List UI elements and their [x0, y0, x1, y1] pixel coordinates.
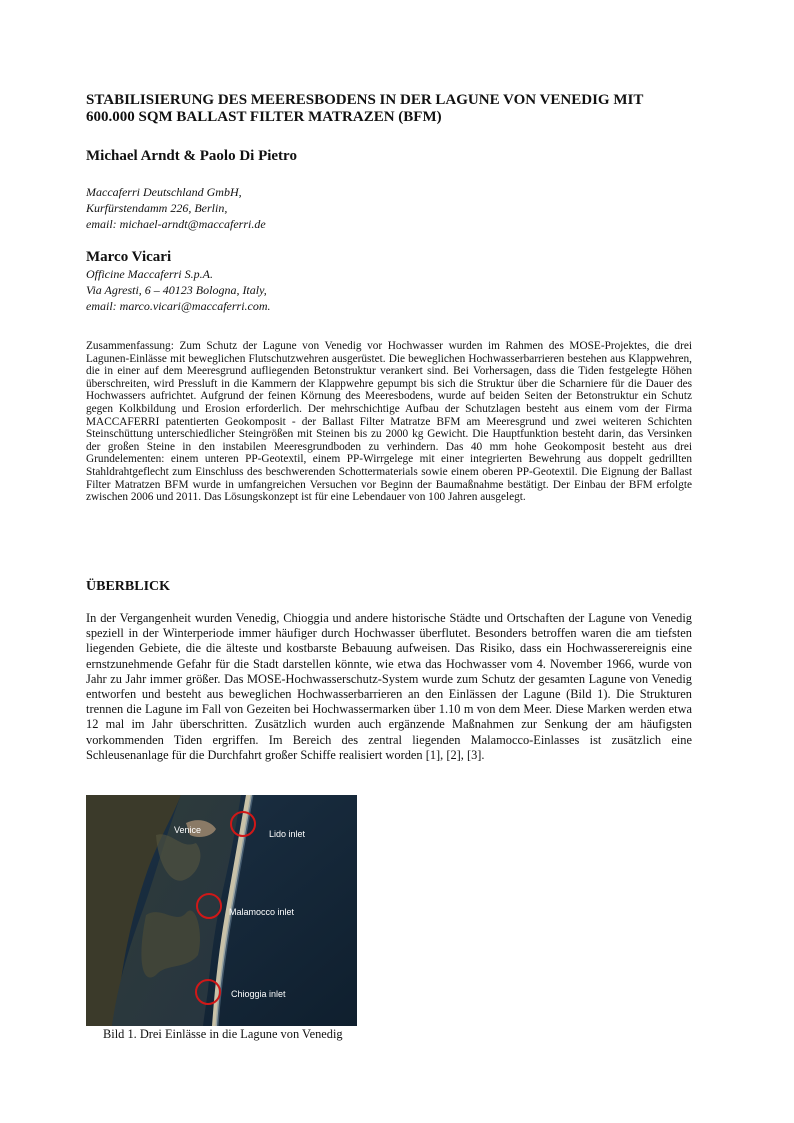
- affiliation-2-company: Officine Maccaferri S.p.A.: [86, 267, 213, 281]
- title-line-2: 600.000 SQM BALLAST FILTER MATRAZEN (BFM): [86, 109, 442, 125]
- section-heading: ÜBERBLICK: [86, 579, 171, 594]
- paper-title: [86, 92, 692, 126]
- map-label-malamocco: Malamocco inlet: [229, 907, 295, 917]
- affiliation-1-address: Kurfürstendamm 226, Berlin,: [86, 201, 228, 215]
- title-line-1: STABILISIERUNG DES MEERESBODENS IN DER LAGUNE VON VENEDIG MIT: [86, 92, 644, 108]
- body-paragraph: In der Vergangenheit wurden Venedig, Chioggia und andere historische Städte und Ortschaften der Lagune von Venedig speziell in der Winterperiode immer häufiger durch Hochwasser überflutet. Besonders betroffen waren die am tiefsten liegenden Gebiete, die die älteste und kostbarste Bebauung aufweisen. Das Risiko, dass ein Hochwasserereignis eine ernstzunehmende Gefahr für die Stadt darstellen könnte, wie etwa das Hochwasser vom 4. November 1966, wurde von Jahr zu Jahr immer größer. Das MOSE-Hochwasserschutz-System wurde zum Schutz der gesamten Lagune von Venedig entworfen und besteht aus beweglichen Hochwasserbarrieren an den Einlässen der Lagune (Bild 1). Die Strukturen trennen die Lagune im Fall von Gezeiten bei Hochwassermarken über 1.10 m von dem Meer. Diese Marken werden etwa 12 mal im Jahr überschritten. Zusätzlich wurden auch ergänzende Maßnahmen zur Senkung der am häufigsten vorkommenden Tiden ergriffen. Im Bereich des zentral liegenden Malamocco-Einlasses ist zusätzlich eine Schleusenanlage für die Durchfahrt großer Schiffe realisiert worden [1], [2], [3].: [86, 611, 692, 762]
- affiliation-2-email: email: marco.vicari@maccaferri.com.: [86, 299, 271, 313]
- affiliation-1-company: Maccaferri Deutschland GmbH,: [86, 185, 242, 199]
- map-label-lido: Lido inlet: [269, 829, 306, 839]
- lagoon-map: [86, 795, 357, 1026]
- authors-group-1: Michael Arndt & Paolo Di Pietro: [86, 148, 297, 164]
- author-2: Marco Vicari: [86, 249, 172, 265]
- affiliation-2: [86, 266, 271, 314]
- affiliation-1: [86, 184, 266, 232]
- affiliation-1-email: email: michael-arndt@maccaferri.de: [86, 217, 266, 231]
- affiliation-2-address: Via Agresti, 6 – 40123 Bologna, Italy,: [86, 283, 267, 297]
- lagoon-satellite-image: [86, 795, 357, 1026]
- figure-caption: Bild 1. Drei Einlässe in die Lagune von Venedig: [103, 1027, 343, 1041]
- abstract: Zusammenfassung: Zum Schutz der Lagune von Venedig vor Hochwasser wurden im Rahmen des MOSE-Projektes, die drei Lagunen-Einlässe mit beweglichen Flutschutzwehren ausgerüstet. Die beweglichen Hochwasserbarrieren bestehen aus Klappwehren, die in einer auf dem Meeresgrund aufliegenden Betonstruktur verankert sind. Bei Vorhersagen, dass die Tiden festgelegte Höhen überschreiten, wird Pressluft in die Kammern der Klappwehre gepumpt bis sich die Struktur über die Scharniere für die Dauer des Hochwassers aufrichtet. Aufgrund der feinen Körnung des Meeresbodens, wurde auf beiden Seiten der Betonstruktur ein Schutz gegen Kolkbildung und Erosion erforderlich. Der mehrschichtige Aufbau der Schutzlagen besteht aus einem vom der Firma MACCAFERRI patentierten Geokomposit - der Ballast Filter Matratze BFM am Meeresgrund und zwei weiteren Schichten Steinschüttung unterschiedlicher Steingrößen mit Steinen bis zu 2000 kg Gewicht. Die Hauptfunktion besteht darin, das Versinken der großen Steine in den instabilen Meeresgrundboden zu verhindern. Das 40 mm hohe Geokomposit besteht aus drei Grundelementen: einem unteren PP-Geotextil, einem PP-Wirrgelege mit einer integrierten Bewehrung aus doppelt gedrillten Stahldrahtgeflecht zum Einschluss des beschwerenden Schottermaterials sowie einem oberen PP-Geotextil. Die Eignung der Ballast Filter Matratzen BFM wurde in umfangreichen Versuchen vor Beginn der Baumaßnahme bestätigt. Der Einbau der BFM erfolgte zwischen 2006 und 2011. Das Lösungskonzept ist für eine Lebendauer von 100 Jahren ausgelegt.: [86, 340, 692, 504]
- map-label-venice: Venice: [174, 825, 202, 835]
- map-label-chioggia: Chioggia inlet: [231, 989, 286, 999]
